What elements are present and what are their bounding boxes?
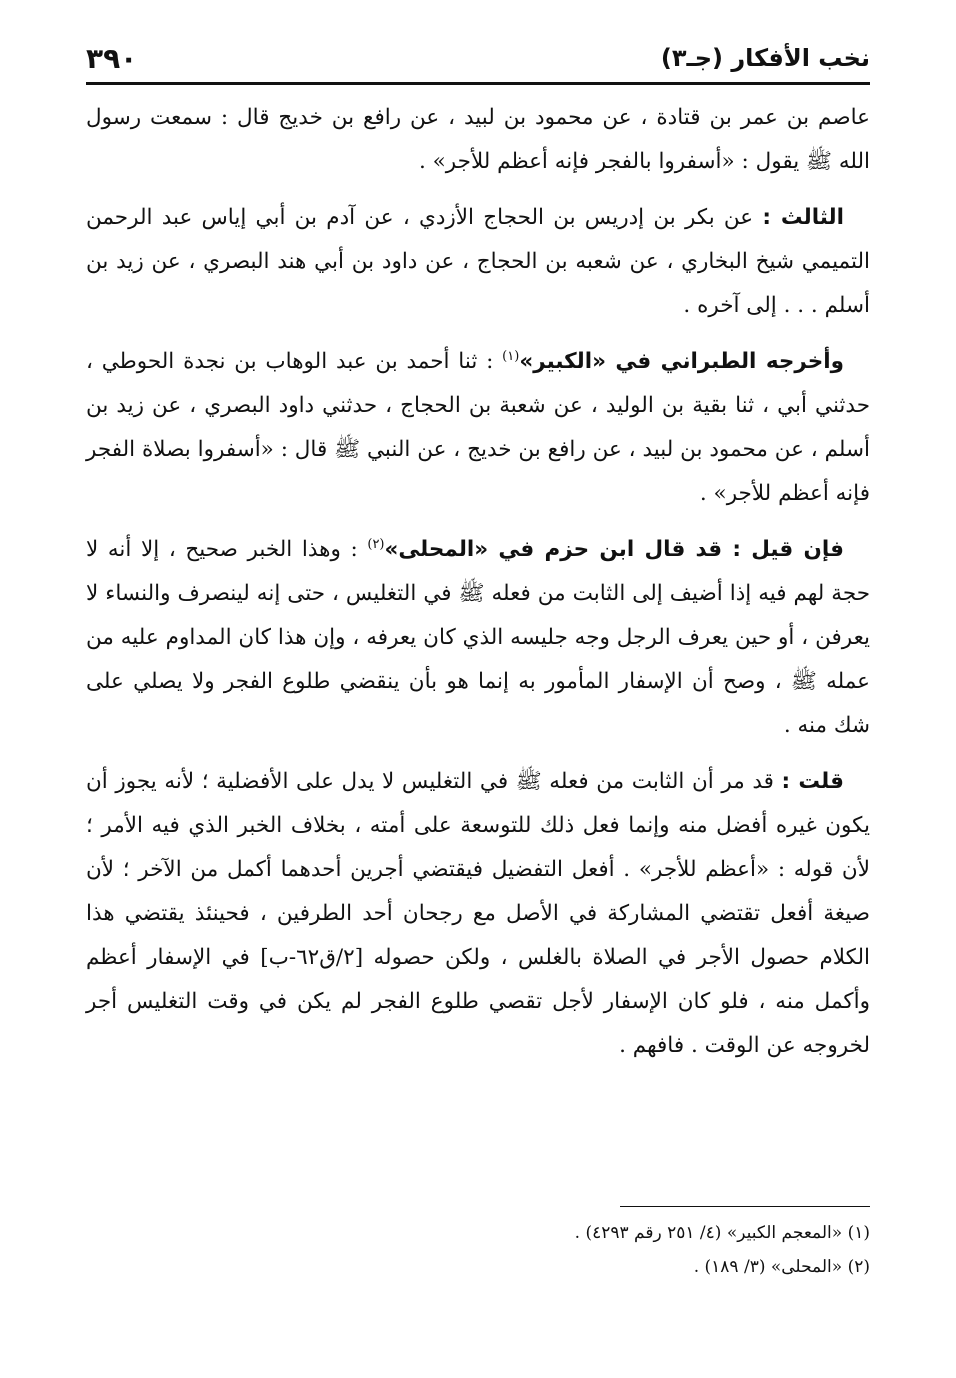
main-text bbox=[86, 96, 870, 1080]
paragraph bbox=[86, 760, 870, 1068]
paragraph-text: قد مر أن الثابت من فعله ﷺ في التغليس لا يدل على الأفضلية ؛ لأنه يجوز أن يكون غيره أفضل منه وإنما فعل ذلك للتوسعة على أمته ، بخلاف الخبر الذي فيه الأمر ؛ لأن قوله : «أعظم للأجر» . أفعل التفضيل فيقتضي أجرين أحدهما أكمل من الآخر ؛ لأن صيغة أفعل تقتضي المشاركة في الأصل مع رجحان أحد الطرفين ، فحينئذ يقتضي هذا الكلام حصول الأجر في الصلاة بالغلس ، ولكن حصوله [٢/ق٦٢-ب] في الإسفار أعظم وأكمل منه ، فلو كان الإسفار لأجل تقصي طلوع الفجر لم يكن في وقت التغليس أجر لخروجه عن الوقت . فافهم . bbox=[86, 769, 870, 1058]
footnote: (١) «المعجم الكبير» (٤/ ٢٥١ رقم ٤٢٩٣) . bbox=[574, 1223, 870, 1243]
paragraph-text: : وهذا الخبر صحيح ، إلا أنه لا حجة لهم فيه إذا أضيف إلى الثابت من فعله ﷺ في التغليس ، حتى إنه لينصرف والنساء لا يعرفن ، أو حين يعرف الرجل وجه جليسه الذي كان يعرفه ، وإن هذا كان المداوم عليه من عمله ﷺ ، وصح أن الإسفار المأمور به إنما هو بأن ينقضي طلوع الفجر ولا يصلي على شك منه . bbox=[86, 537, 870, 738]
page-header bbox=[86, 34, 870, 85]
footnotes bbox=[86, 1216, 870, 1284]
paragraph-lead: قلت : bbox=[781, 769, 844, 794]
running-title: نخب الأفكار (جـ٣) bbox=[660, 44, 870, 72]
footnote-ref[interactable]: (٢) bbox=[367, 536, 385, 552]
footnote-divider bbox=[620, 1206, 870, 1207]
paragraph bbox=[86, 196, 870, 328]
paragraph-lead: الثالث : bbox=[762, 205, 844, 230]
paragraph-text: : ثنا أحمد بن عبد الوهاب بن نجدة الحوطي ، حدثني أبي ، ثنا بقية بن الوليد ، عن شعبة بن الحجاج ، حدثني داود البصري ، عن زيد بن أسلم ، عن محمود بن لبيد ، عن رافع بن خديج ، عن النبي ﷺ قال : «أسفروا بصلاة الفجر فإنه أعظم للأجر» . bbox=[86, 349, 870, 506]
footnote: (٢) «المحلى» (٣/ ١٨٩) . bbox=[693, 1257, 870, 1277]
paragraph-lead: وأخرجه الطبراني في «الكبير» bbox=[519, 349, 845, 374]
paragraph bbox=[86, 528, 870, 748]
paragraph-text: عن بكر بن إدريس بن الحجاج الأزدي ، عن آدم بن أبي إياس عبد الرحمن التميمي شيخ البخاري ، عن شعبه بن الحجاج ، عن داود بن أبي هند البصري ، عن زيد بن أسلم . . . إلى آخره . bbox=[86, 205, 870, 318]
page-number: ٣٩٠ bbox=[86, 41, 138, 75]
paragraph bbox=[86, 340, 870, 516]
footnote-ref[interactable]: (١) bbox=[502, 348, 520, 364]
paragraph-text: عاصم بن عمر بن قتادة ، عن محمود بن لبيد ، عن رافع بن خديج قال : سمعت رسول الله ﷺ يقول : «أسفروا بالفجر فإنه أعظم للأجر» . bbox=[86, 105, 870, 174]
paragraph bbox=[86, 96, 870, 184]
paragraph-lead: فإن قيل : قد قال ابن حزم في «المحلى» bbox=[384, 537, 845, 562]
